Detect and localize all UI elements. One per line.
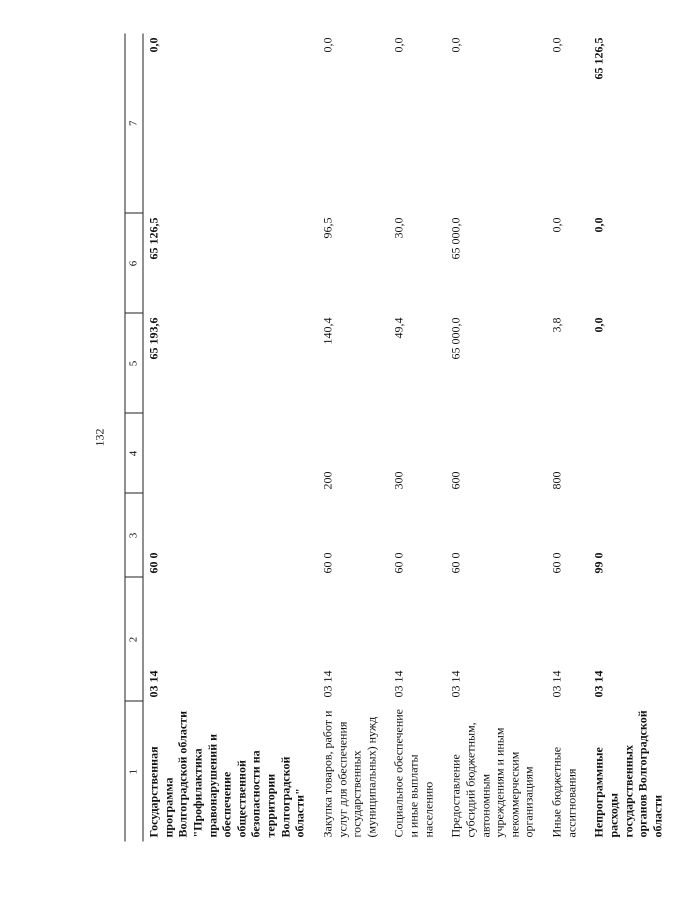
section-code: 03 14 — [448, 670, 463, 698]
table-row — [143, 34, 317, 842]
column-header: 6 — [125, 214, 143, 314]
amount-col5: 3,8 — [549, 317, 564, 333]
expense-type-code — [143, 414, 317, 494]
table-row — [446, 34, 547, 842]
target-article-code: 60 0 — [320, 552, 335, 574]
section-code: 03 14 — [320, 670, 335, 698]
table-row — [317, 34, 389, 842]
expense-type-code: 200 — [320, 471, 335, 490]
amount-col7: 65 126,5 — [591, 37, 606, 80]
amount-col7: 0,0 — [448, 37, 463, 53]
amount-col6: 0,0 — [549, 217, 564, 233]
amount-col5: 0,0 — [591, 317, 606, 333]
expense-type-code — [589, 414, 675, 494]
amount-col6: 96,5 — [320, 217, 335, 239]
amount-col7: 0,0 — [391, 37, 406, 53]
target-article-code: 60 0 — [448, 552, 463, 574]
row-name: Социальное обеспечение и иные выплаты населению — [391, 708, 436, 838]
amount-col7: 0,0 — [549, 37, 564, 53]
section-code: 03 14 — [591, 670, 606, 698]
row-name: Предоставление субсидий бюджетным, автономным учреждениям и иным некоммерческим организациям — [448, 722, 536, 838]
table-row — [547, 34, 589, 842]
target-article-code: 99 0 — [591, 552, 606, 574]
row-name: Иные бюджетные ассигнования — [549, 746, 579, 838]
row-name: Непрограммные расходы государственных органов Волгоградской области — [591, 710, 665, 838]
target-article-code: 60 0 — [549, 552, 564, 574]
amount-col5: 140,4 — [320, 317, 335, 345]
amount-col5: 49,4 — [391, 317, 406, 339]
amount-col7: 0,0 — [320, 37, 335, 53]
amount-col5: 65 000,0 — [448, 317, 463, 360]
table-row — [589, 34, 675, 842]
budget-sheet — [92, 34, 665, 842]
amount-col6: 30,0 — [391, 217, 406, 239]
column-header: 7 — [125, 34, 143, 214]
column-header: 4 — [125, 414, 143, 494]
expense-type-code: 600 — [448, 471, 463, 490]
amount-col6: 65 000,0 — [448, 217, 463, 260]
column-header: 2 — [125, 578, 143, 702]
section-code: 03 14 — [146, 670, 161, 698]
row-name: Закупка товаров, работ и услуг для обеспечения государственных (муниципальных) нужд — [320, 710, 379, 838]
target-article-code: 60 0 — [391, 552, 406, 574]
expense-type-code: 800 — [549, 471, 564, 490]
column-header: 5 — [125, 314, 143, 414]
amount-col6: 65 126,5 — [146, 217, 161, 260]
column-number-row — [125, 34, 143, 842]
amount-col5: 65 193,6 — [146, 317, 161, 360]
expense-type-code: 300 — [391, 471, 406, 490]
row-name: Государственная программа Волгоградской области "Профилактика правонарушений и обеспечение общественной безопасности на территории Волгоградской области" — [146, 711, 307, 838]
section-code: 03 14 — [549, 670, 564, 698]
column-header: 3 — [125, 494, 143, 578]
amount-col6: 0,0 — [591, 217, 606, 233]
column-header: 1 — [125, 702, 143, 842]
section-code: 03 14 — [391, 670, 406, 698]
target-article-code: 60 0 — [146, 552, 161, 574]
table-row — [389, 34, 446, 842]
budget-table — [125, 34, 675, 842]
page-number: 132 — [92, 428, 107, 447]
amount-col7: 0,0 — [146, 37, 161, 53]
